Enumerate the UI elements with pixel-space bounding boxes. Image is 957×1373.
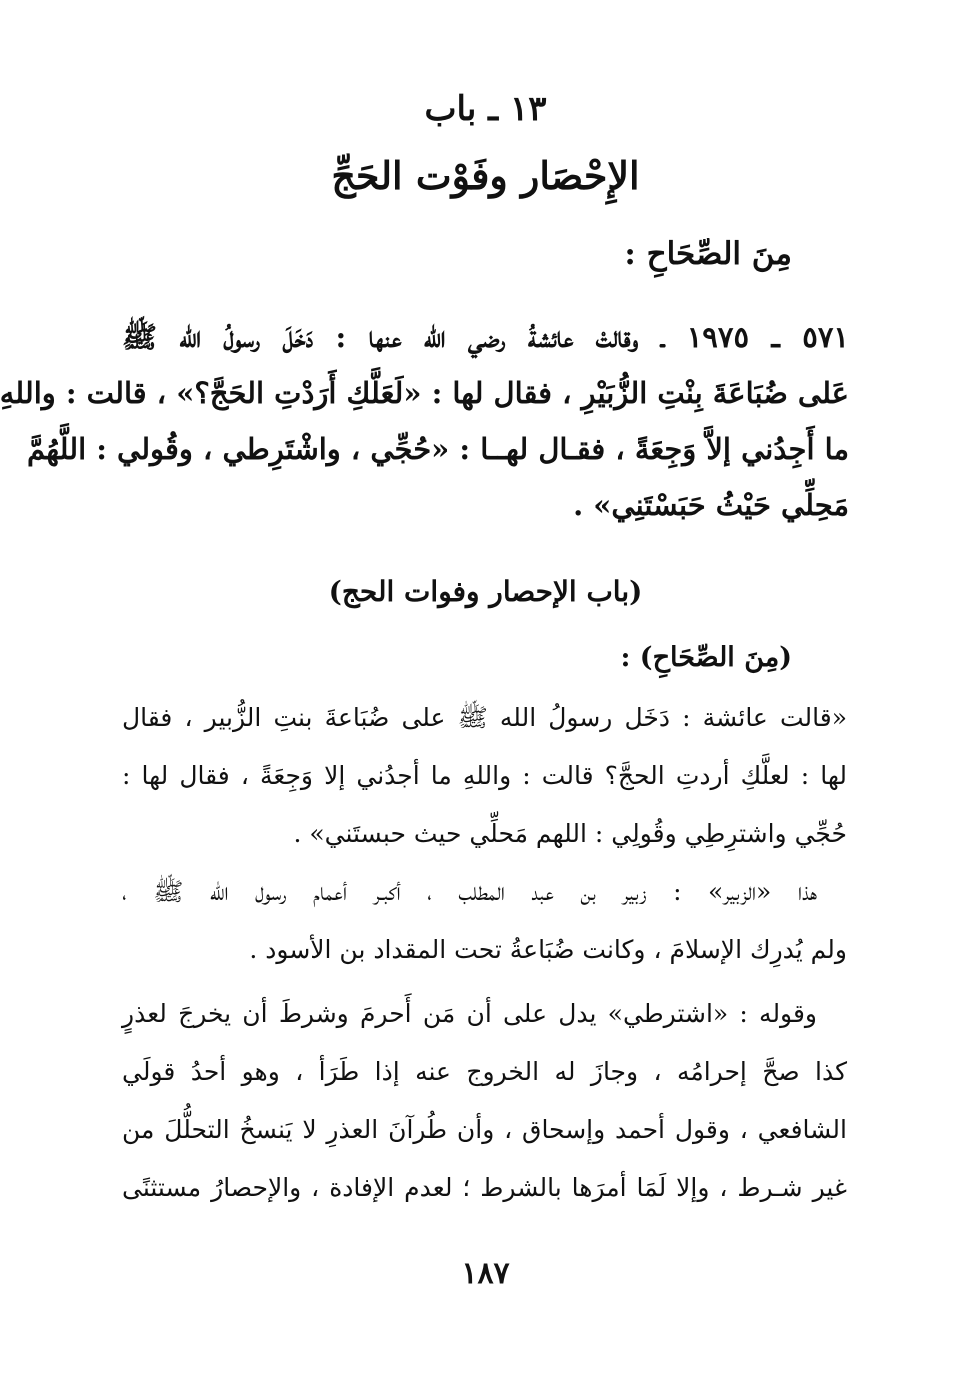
section-label: مِنَ الصِّحَاحِ : bbox=[624, 236, 792, 272]
hadith-line: مَحِلِّي حَيْثُ حَبَسْتَنِي» . bbox=[573, 488, 849, 522]
chapter-subtitle: الإِحْصَار وفَوْت الحَجِّ bbox=[331, 153, 640, 198]
commentary-paragraph-condition bbox=[122, 990, 847, 1222]
hadith-text bbox=[0, 312, 849, 536]
commentary-line: غير شـرط ، وإلا لَمَا أمرَها بالشرط ؛ لعدم الإفادة ، والإحصارُ مستثنًى bbox=[122, 1173, 847, 1202]
commentary-line: حُجِّي واشترِطِي وقُولِي : اللهم مَحلِّي حيث حبستَني» . bbox=[293, 819, 847, 848]
commentary-title: (باب الإحصار وفوات الحج) bbox=[328, 575, 643, 608]
commentary-line: الشافعي ، وقول أحمد وإسحاق ، وأن طُرآنَ العذرِ لا يَنسخُ التحلُّلَ من bbox=[122, 1115, 847, 1144]
commentary-line: وقوله : «اشترطي» يدل على أن مَن أَحرمَ وشرطَ أن يخرجَ لعذرٍ bbox=[122, 999, 817, 1028]
hadith-line: ما أَجِدُني إلاَّ وَجِعَةً ، فقـال لهــا : «حُجِّي ، واشْتَرِطي ، وقُولي : اللَّهُمَّ bbox=[26, 432, 849, 466]
hadith-line: ٥٧١ ـ ١٩٧٥ ـ وقالتْ عائشةُ رضي الله عنها : دَخَلَ رسولُ الله ﷺ bbox=[122, 320, 849, 354]
commentary-line: ولم يُدرِك الإسلامَ ، وكانت ضُبَاعةُ تحت المقداد بن الأسود . bbox=[249, 935, 847, 964]
page-number: ١٨٧ bbox=[461, 1256, 510, 1291]
commentary-line: «قالت عائشة : دَخَل رسولُ الله ﷺ على ضُبَاعةَ بنتِ الزُّبير ، فقال bbox=[122, 703, 847, 732]
commentary-label: (مِنَ الصِّحَاحِ) : bbox=[620, 642, 792, 673]
commentary-line: لها : لعلَّكِ أردتِ الحجَّ؟ قالت : واللهِ ما أجدُني إلا وَجِعَةً ، فقال لها : bbox=[122, 761, 847, 790]
commentary-paragraph-quote bbox=[122, 694, 847, 868]
commentary-paragraph-zubair bbox=[122, 868, 847, 984]
chapter-heading: ١٣ ـ باب bbox=[424, 89, 547, 129]
commentary-line: هذا «الزبير» : زبير بن عبد المطلب ، أكبـر أعمام رسول الله ﷺ ، bbox=[122, 877, 817, 906]
hadith-line: عَلى ضُبَاعَةَ بِنْتِ الزُّبَيْرِ ، فقال لها : «لَعَلَّكِ أَرَدْتِ الحَجَّ؟» ، قالت : واللهِ bbox=[0, 376, 849, 410]
commentary-line: كذا صحَّ إحرامُه ، وجازَ له الخروج عنه إذا طَرَأ ، وهو أحدُ قولَي bbox=[122, 1057, 847, 1086]
